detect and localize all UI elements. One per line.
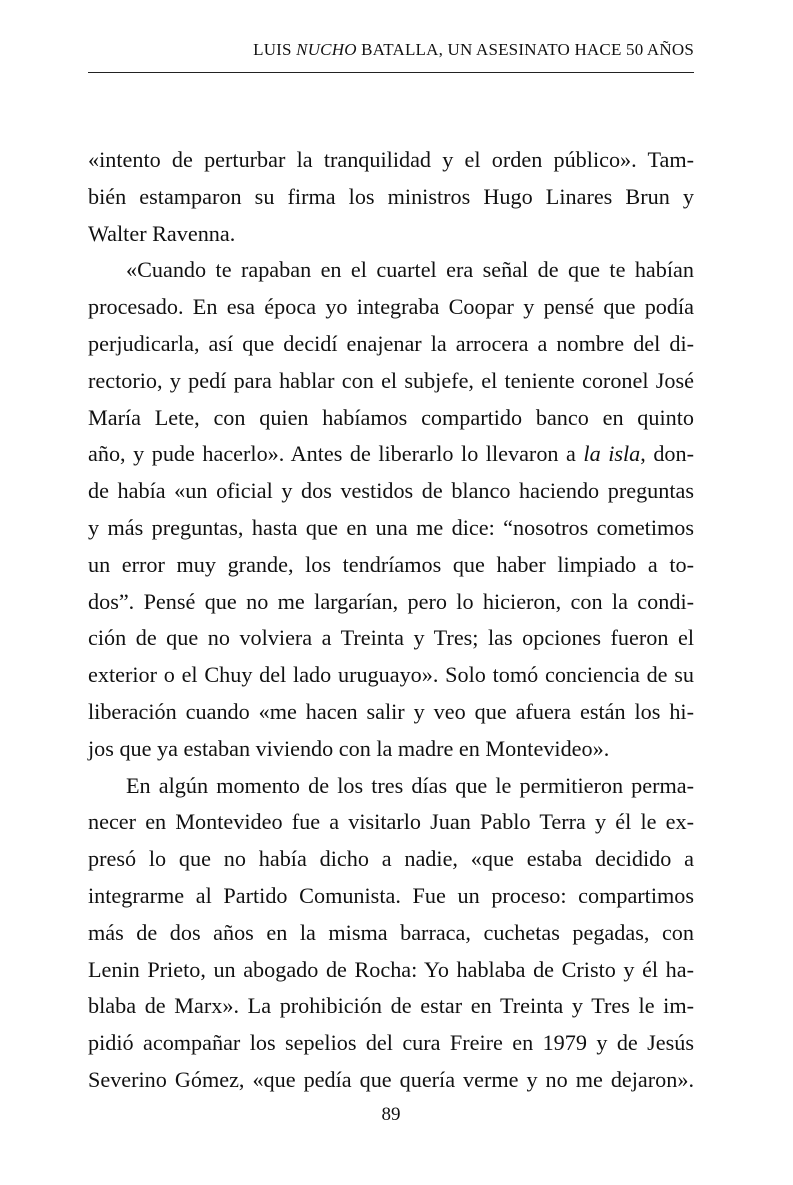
text-line: exterior o el Chuy del lado uruguayo». Solo tomó conciencia de su xyxy=(88,662,694,688)
text-line: jos que ya estaban viviendo con la madre en Montevideo». xyxy=(88,735,610,761)
text-line: «intento de perturbar la tranquilidad y el orden público». Tam- xyxy=(88,147,694,172)
text-line: blaba de Marx». La prohibición de estar en Treinta y Tres le im- xyxy=(88,993,694,1019)
italic-term-la-isla: la isla xyxy=(583,441,641,467)
text-line: rectorio, y pedí para hablar con el subjefe, el teniente coronel José xyxy=(88,367,694,393)
text-line: un error muy grande, los tendríamos que haber limpiado a to- xyxy=(88,551,694,577)
text-line: presó lo que no había dicho a nadie, «que estaba decidido a xyxy=(88,846,694,872)
text-line: perjudicarla, así que decidí enajenar la arrocera a nombre del di- xyxy=(88,330,694,356)
text-line: bién estamparon su firma los ministros Hugo Linares Brun y xyxy=(88,183,694,209)
text-line-with-italic xyxy=(88,436,694,473)
text-line: Walter Ravenna. xyxy=(88,220,236,246)
header-rule xyxy=(88,72,694,73)
text-line: María Lete, con quien habíamos compartido banco en quinto xyxy=(88,404,694,430)
text-line: Lenin Prieto, un abogado de Rocha: Yo hablaba de Cristo y él ha- xyxy=(88,956,694,982)
text-line: y más preguntas, hasta que en una me dice: “nosotros cometimos xyxy=(88,514,694,540)
running-header xyxy=(88,40,694,60)
text-line: ción de que no volviera a Treinta y Tres; las opciones fueron el xyxy=(88,625,694,651)
text-line: necer en Montevideo fue a visitarlo Juan Pablo Terra y él le ex- xyxy=(88,809,694,835)
body-text xyxy=(88,142,694,1099)
header-author-first-name: LUIS xyxy=(253,40,297,59)
text-line: de había «un oficial y dos vestidos de blanco haciendo preguntas xyxy=(88,478,694,504)
text-line: Severino Gómez, «que pedía que quería verme y no me dejaron». xyxy=(88,1066,694,1092)
header-title-rest: BATALLA, UN ASESINATO HACE 50 AÑOS xyxy=(356,40,694,59)
text-line: dos”. Pensé que no me largarían, pero lo hicieron, con la condi- xyxy=(88,588,694,614)
text-line: integrarme al Partido Comunista. Fue un proceso: compartimos xyxy=(88,882,694,908)
text-segment: , don- xyxy=(640,441,694,467)
page-number: 89 xyxy=(381,1104,401,1125)
text-line: En algún momento de los tres días que le permitieron perma- xyxy=(126,772,694,798)
text-line: más de dos años en la misma barraca, cuchetas pegadas, con xyxy=(88,919,694,945)
text-line: «Cuando te rapaban en el cuartel era señal de que te habían xyxy=(126,257,694,283)
text-line: pidió acompañar los sepelios del cura Freire en 1979 y de Jesús xyxy=(88,1030,694,1056)
text-line: procesado. En esa época yo integraba Coopar y pensé que podía xyxy=(88,294,694,320)
text-line: liberación cuando «me hacen salir y veo que afuera están los hi- xyxy=(88,698,694,724)
text-segment: año, y pude hacerlo». Antes de liberarlo lo llevaron a xyxy=(88,441,584,467)
header-author-nickname: NUCHO xyxy=(296,40,357,59)
